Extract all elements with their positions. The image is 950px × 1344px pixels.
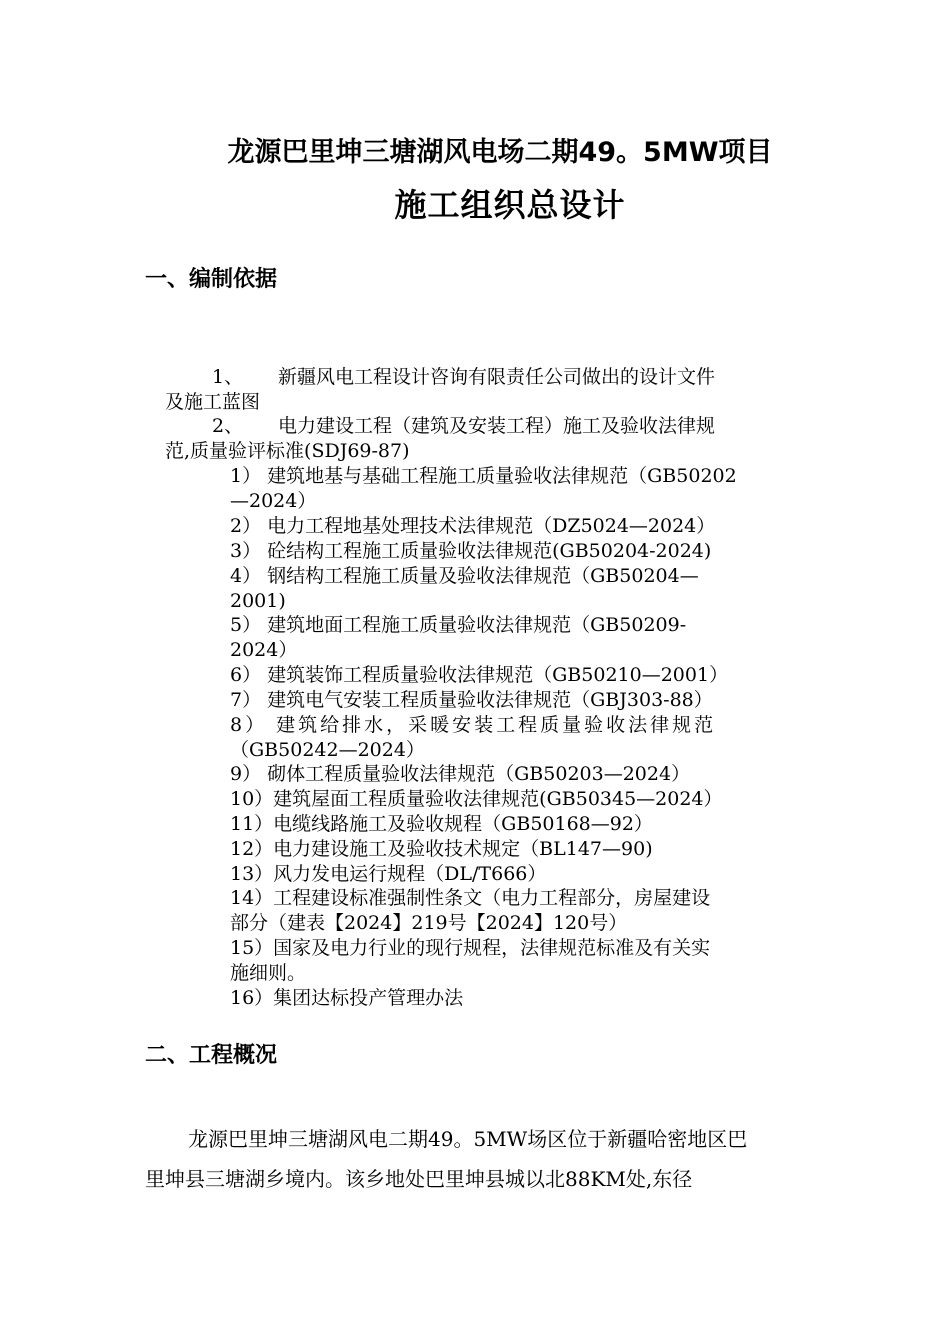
item-2-line-2: 范,质量验评标准(SDJ69-87)	[165, 440, 410, 462]
sub-item-3: 3） 砼结构工程施工质量验收法律规范(GB50204-2024)	[230, 540, 712, 562]
overview-paragraph-line-2: 里坤县三塘湖乡境内。该乡地处巴里坤县城以北88KM处,东径	[145, 1167, 693, 1191]
sub-item-9: 9） 砌体工程质量验收法律规范（GB50203—2024）	[230, 763, 691, 785]
item-1-line-1: 新疆风电工程设计咨询有限责任公司做出的设计文件	[278, 366, 716, 388]
sub-item-2: 2） 电力工程地基处理技术法律规范（DZ5024—2024）	[230, 515, 716, 537]
sub-item-7: 7） 建筑电气安装工程质量验收法律规范（GBJ303-88）	[230, 689, 713, 711]
overview-paragraph-line-1: 龙源巴里坤三塘湖风电二期49。5MW场区位于新疆哈密地区巴	[188, 1127, 748, 1151]
sub-item-5: 5） 建筑地面工程施工质量验收法律规范（GB50209-	[230, 614, 687, 636]
sub-item-5-cont: 2024）	[230, 639, 298, 661]
document-title: 龙源巴里坤三塘湖风电场二期49。5MW项目	[227, 137, 773, 168]
sub-item-11: 11）电缆线路施工及验收规程（GB50168—92）	[230, 813, 653, 835]
sub-item-4-cont: 2001)	[230, 590, 286, 612]
sub-item-10: 10）建筑屋面工程质量验收法律规范(GB50345—2024）	[230, 788, 723, 810]
sub-item-13: 13）风力发电运行规程（DL/T666）	[230, 863, 547, 885]
item-number-1: 1、	[212, 366, 244, 388]
document-subtitle: 施工组织总设计	[394, 186, 626, 224]
item-2-line-1: 电力建设工程（建筑及安装工程）施工及验收法律规	[278, 415, 716, 437]
sub-item-1: 1） 建筑地基与基础工程施工质量验收法律规范（GB50202	[230, 465, 737, 487]
sub-item-14: 14）工程建设标准强制性条文（电力工程部分，房屋建设	[230, 887, 711, 909]
sub-item-6: 6） 建筑装饰工程质量验收法律规范（GB50210—2001）	[230, 664, 729, 686]
sub-item-4: 4） 钢结构工程施工质量及验收法律规范（GB50204—	[230, 565, 699, 587]
item-1-line-2: 及施工蓝图	[165, 391, 261, 413]
sub-item-1-cont: —2024）	[230, 490, 317, 512]
sub-item-15: 15）国家及电力行业的现行规程，法律规范标准及有关实	[230, 937, 711, 959]
sub-item-15-cont: 施细则。	[230, 962, 307, 984]
sub-item-8: 8） 建筑给排水，采暖安装工程质量验收法律规范	[230, 714, 717, 736]
section-heading-basis: 一、编制依据	[145, 267, 278, 292]
item-number-2: 2、	[212, 415, 244, 437]
sub-item-8-cont: （GB50242—2024）	[230, 739, 425, 761]
sub-item-16: 16）集团达标投产管理办法	[230, 987, 464, 1009]
sub-item-12: 12）电力建设施工及验收技术规定（BL147—90)	[230, 838, 653, 860]
section-heading-overview: 二、工程概况	[145, 1043, 278, 1068]
sub-item-14-cont: 部分（建表【2024】219号【2024】120号）	[230, 912, 628, 934]
